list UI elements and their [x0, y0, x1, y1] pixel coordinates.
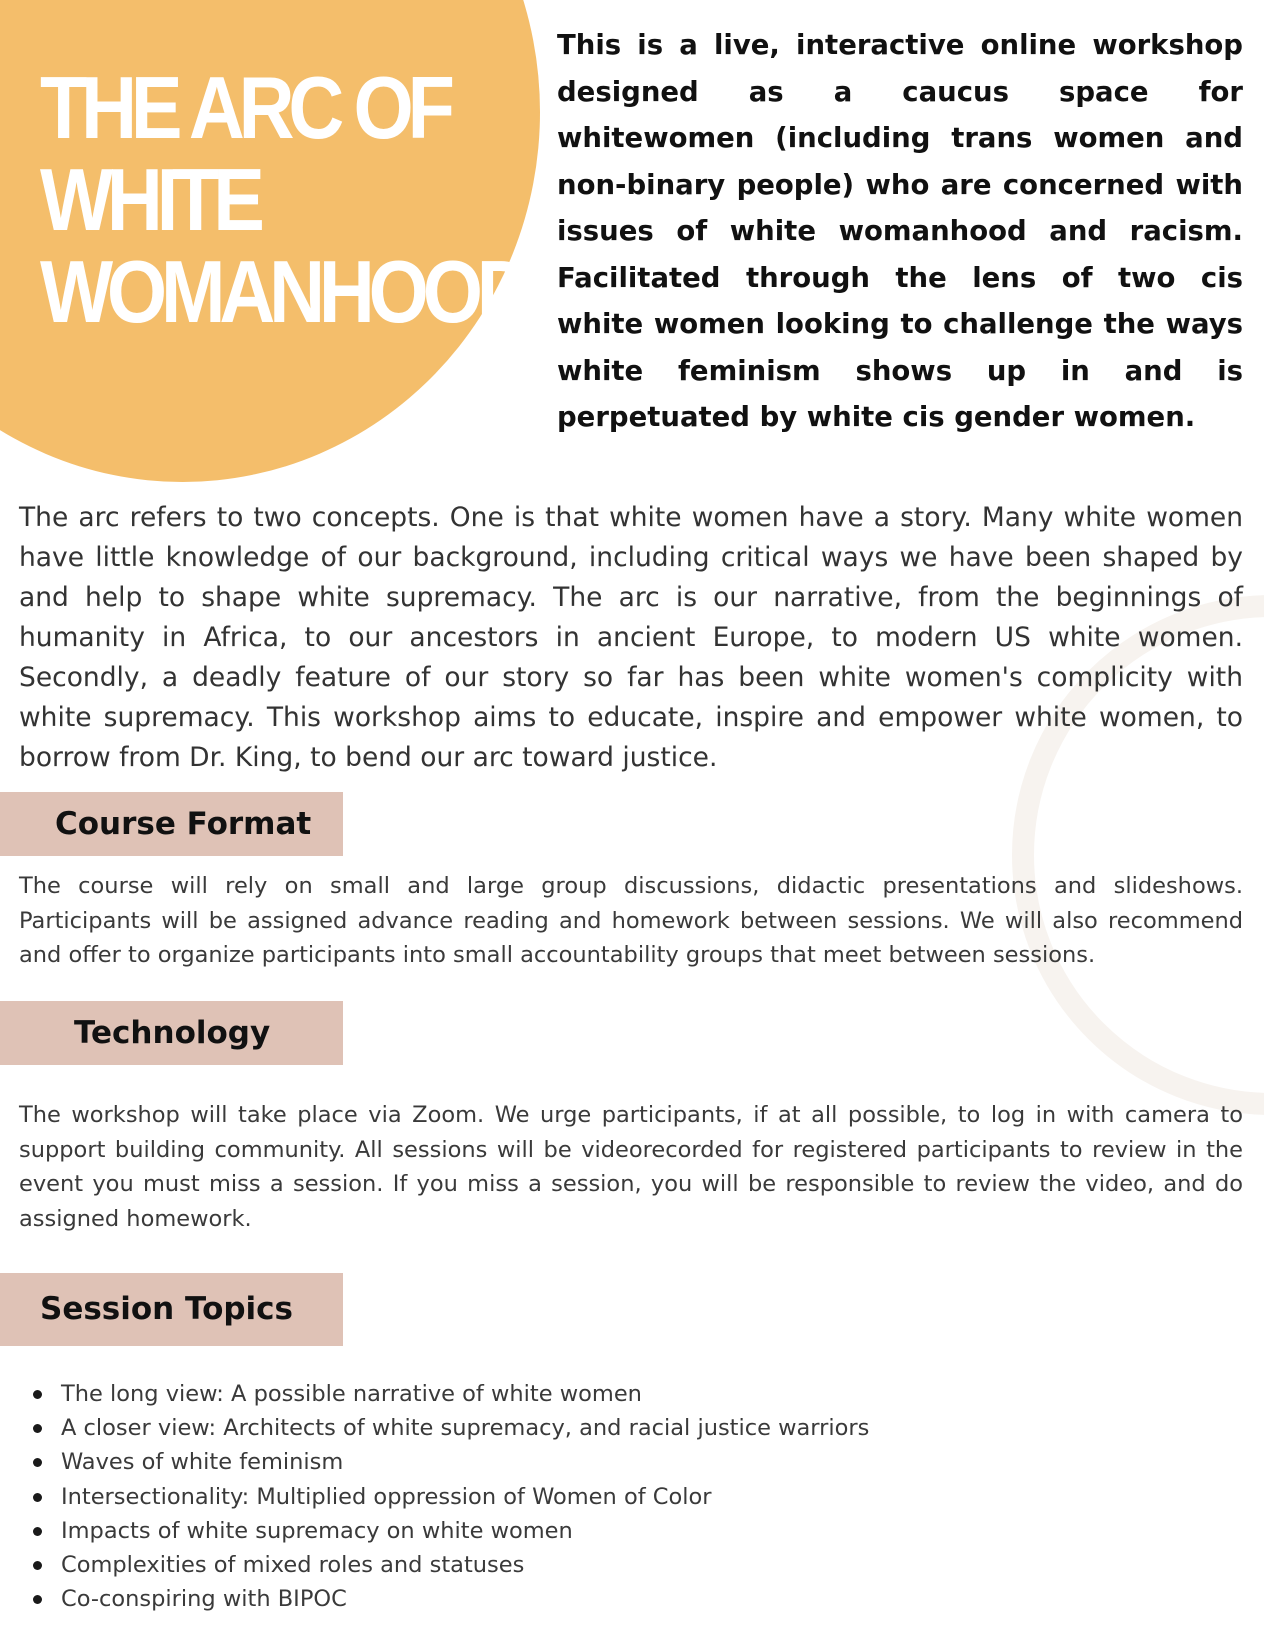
bullet-icon: [33, 1493, 42, 1502]
hero-title-line-1: THE ARC OF: [40, 58, 449, 157]
arc-explanation-paragraph: The arc refers to two concepts. One is that white women have a story. Many white women have little knowledge of our background, including critical ways we have been shaped by and help to shape white supremacy. The arc is our narrative, from the beginnings of humanity in Africa, to our ancestors in ancient Europe, to modern US white women. Secondly, a deadly feature of our story so far has been white women's complicity with white supremacy. This workshop aims to educate, inspire and empower white women, to borrow from Dr. King, to bend our arc toward justice.: [19, 502, 1243, 773]
session-topics-list: [33, 1377, 1133, 1616]
course-format-heading: Course Format: [55, 806, 312, 842]
bullet-icon: [33, 1527, 42, 1536]
bullet-icon: [33, 1390, 42, 1399]
list-item: [33, 1582, 1133, 1616]
bullet-icon: [33, 1561, 42, 1570]
topic-text: The long view: A possible narrative of white women: [61, 1381, 642, 1407]
topic-text: Impacts of white supremacy on white women: [61, 1517, 573, 1544]
list-item: [33, 1548, 1133, 1582]
topic-text: Waves of white feminism: [61, 1449, 344, 1476]
list-item: [33, 1514, 1133, 1548]
topic-text: A closer view: Architects of white supremacy, and racial justice warriors: [61, 1415, 870, 1442]
course-format-header: [0, 792, 343, 856]
list-item: [33, 1445, 1133, 1479]
hero-title-line-3: WOMANHOOD: [40, 242, 527, 341]
technology-header: [0, 1001, 343, 1065]
list-item: [33, 1411, 1133, 1445]
topic-text: Intersectionality: Multiplied oppression of Women of Color: [61, 1483, 712, 1510]
list-item: [33, 1377, 1133, 1411]
intro-description: This is a live, interactive online workshop designed as a caucus space for whitewomen (including trans women and non-binary people) who are concerned with issues of white womanhood and racism. Facilitated through the lens of two cis white women looking to challenge the ways white feminism shows up in and is perpetuated by white cis gender women.: [557, 29, 1243, 433]
technology-heading: Technology: [74, 1015, 271, 1051]
hero-title-line-2: WHITE: [40, 150, 259, 249]
bullet-icon: [33, 1424, 42, 1433]
topic-text: Complexities of mixed roles and statuses: [61, 1551, 525, 1578]
bullet-icon: [33, 1458, 42, 1467]
hero-title: [40, 58, 527, 341]
technology-body: The workshop will take place via Zoom. We urge participants, if at all possible, to log in with camera to support building community. All sessions will be videorecorded for registered participants to review in the event you must miss a session. If you miss a session, you will be responsible to review the video, and do assigned homework.: [19, 1102, 1243, 1232]
session-topics-header: [0, 1273, 343, 1346]
bullet-icon: [33, 1595, 42, 1604]
course-format-body: The course will rely on small and large group discussions, didactic presentations and slideshows. Participants will be assigned advance reading and homework between sessions. We will also recommend and offer to organize participants into small accountability groups that meet between sessions.: [19, 873, 1243, 968]
session-topics-heading: Session Topics: [40, 1291, 294, 1327]
list-item: [33, 1480, 1133, 1514]
topic-text: Co-conspiring with BIPOC: [61, 1586, 347, 1613]
